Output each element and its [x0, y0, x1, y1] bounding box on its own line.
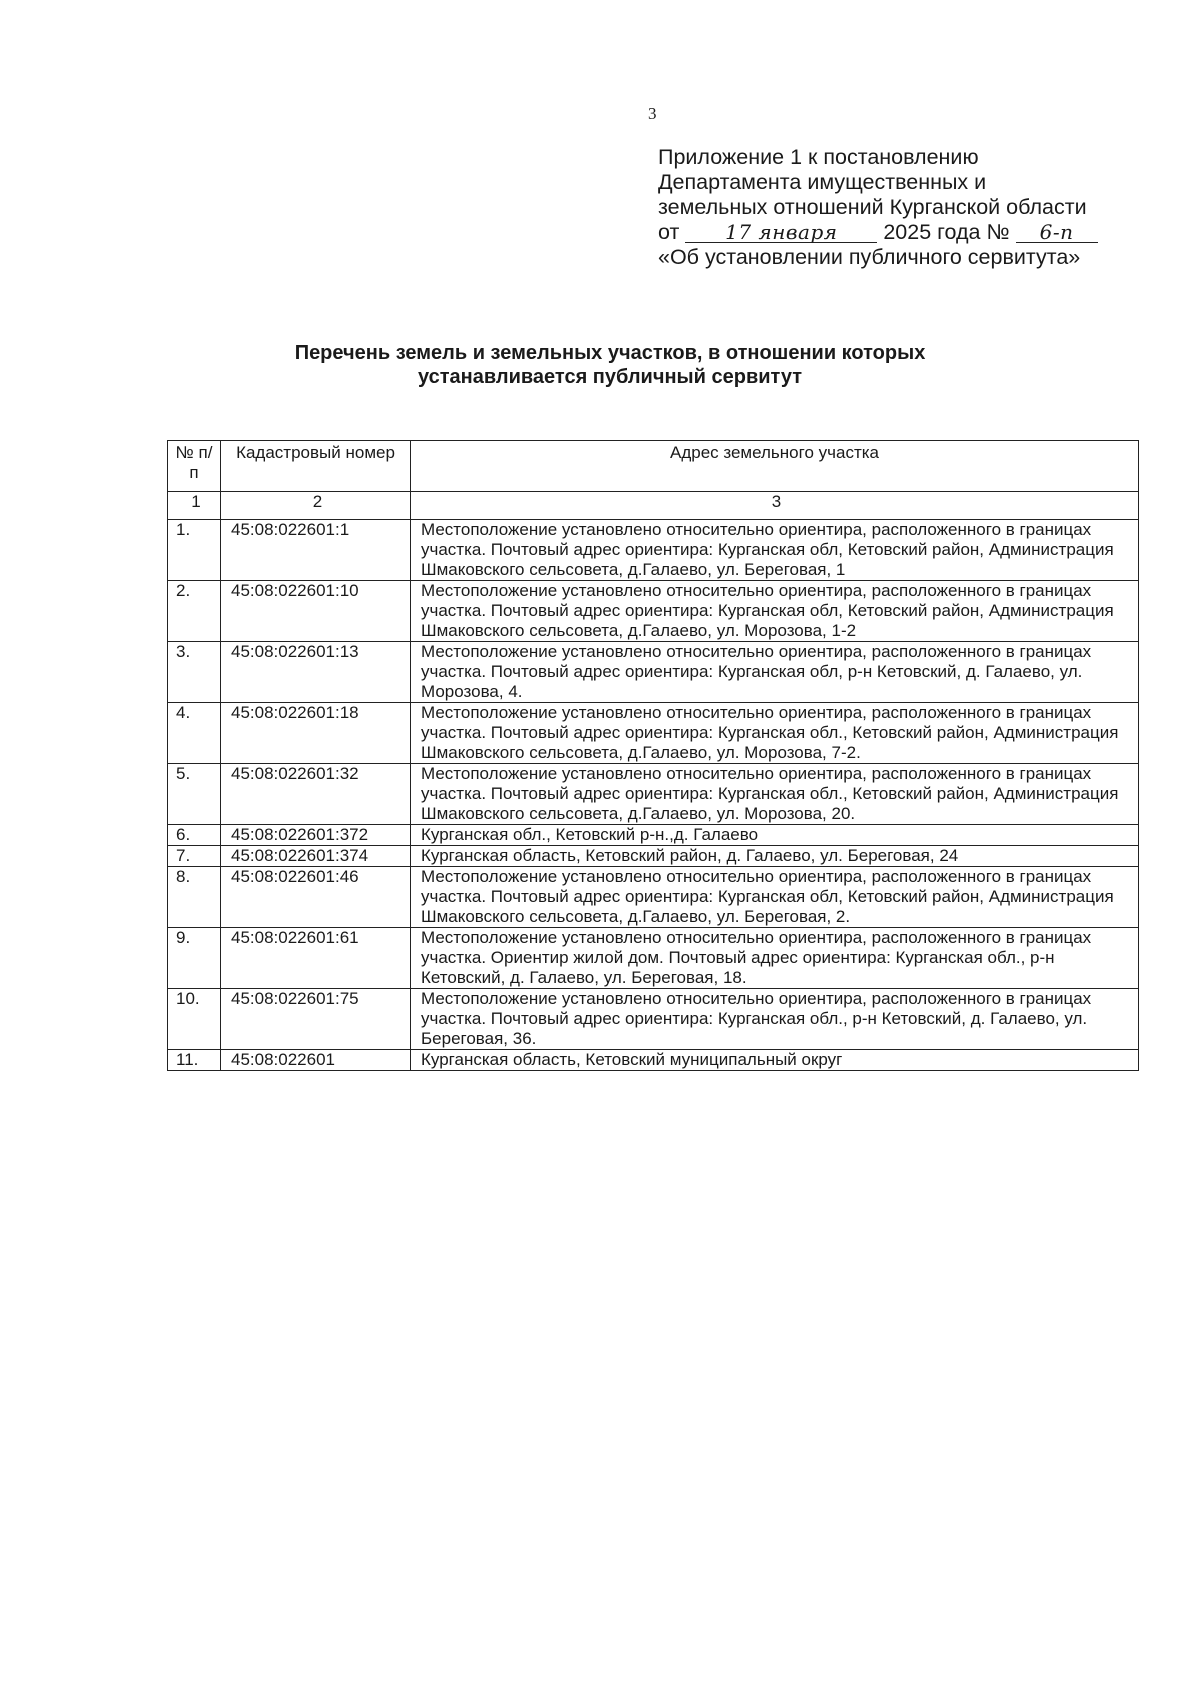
- table-row: [168, 867, 1139, 928]
- plot-address: Местоположение установлено относительно ориентира, расположенного в границах участка. Почтовый адрес ориентира: Курганская обл., р-н Кетовский, д. Галаево, ул. Береговая, 36.: [411, 989, 1139, 1050]
- index-1: 1: [168, 492, 221, 520]
- table-row: [168, 846, 1139, 867]
- handwritten-date: 17 января: [685, 223, 877, 243]
- header-number: № п/п: [168, 441, 221, 492]
- appendix-line-1: Приложение 1 к постановлению: [658, 145, 979, 169]
- table-body: [168, 520, 1139, 1071]
- cadastral-number: 45:08:022601:18: [221, 703, 411, 764]
- index-2: 2: [221, 492, 411, 520]
- year-text: 2025 года №: [883, 220, 1010, 244]
- plot-address: Местоположение установлено относительно ориентира, расположенного в границах участка. Ориентир жилой дом. Почтовый адрес ориентира: Курганская обл., р-н Кетовский, д. Галаево, ул. Береговая, 18.: [411, 928, 1139, 989]
- cadastral-number: 45:08:022601:75: [221, 989, 411, 1050]
- row-number: 10.: [168, 989, 221, 1050]
- header-address: Адрес земельного участка: [411, 441, 1139, 492]
- plot-address: Курганская область, Кетовский муниципальный округ: [411, 1050, 1139, 1071]
- cadastral-number: 45:08:022601:1: [221, 520, 411, 581]
- row-number: 2.: [168, 581, 221, 642]
- table-row: [168, 581, 1139, 642]
- page-number: 3: [648, 104, 657, 123]
- plot-address: Местоположение установлено относительно ориентира, расположенного в границах участка. Почтовый адрес ориентира: Курганская обл, р-н Кетовский, д. Галаево, ул. Морозова, 4.: [411, 642, 1139, 703]
- row-number: 7.: [168, 846, 221, 867]
- table-row: [168, 825, 1139, 846]
- table-row: [168, 703, 1139, 764]
- date-prefix: от: [658, 220, 680, 244]
- cadastral-number: 45:08:022601: [221, 1050, 411, 1071]
- row-number: 6.: [168, 825, 221, 846]
- plot-address: Местоположение установлено относительно ориентира, расположенного в границах участка. Почтовый адрес ориентира: Курганская обл, Кетовский район, Администрация Шмаковского сельсовета, д.Галаево, ул. Береговая, 1: [411, 520, 1139, 581]
- land-plots-table: [167, 440, 1139, 1071]
- plot-address: Курганская обл., Кетовский р-н.,д. Галаево: [411, 825, 1139, 846]
- cadastral-number: 45:08:022601:61: [221, 928, 411, 989]
- cadastral-number: 45:08:022601:46: [221, 867, 411, 928]
- document-title: [170, 341, 1050, 389]
- appendix-line-3: земельных отношений Курганской области: [658, 195, 1087, 219]
- table-row: [168, 989, 1139, 1050]
- cadastral-number: 45:08:022601:32: [221, 764, 411, 825]
- table-row: [168, 642, 1139, 703]
- plot-address: Местоположение установлено относительно ориентира, расположенного в границах участка. Почтовый адрес ориентира: Курганская обл., Кетовский район, Администрация Шмаковского сельсовета, д.Галаево, ул. Морозова, 7-2.: [411, 703, 1139, 764]
- appendix-date-line: [658, 220, 1178, 245]
- title-line-1: Перечень земель и земельных участков, в отношении которых: [294, 342, 926, 364]
- row-number: 5.: [168, 764, 221, 825]
- plot-address: Курганская область, Кетовский район, д. Галаево, ул. Береговая, 24: [411, 846, 1139, 867]
- appendix-line-2: Департамента имущественных и: [658, 170, 987, 194]
- cadastral-number: 45:08:022601:10: [221, 581, 411, 642]
- row-number: 3.: [168, 642, 221, 703]
- cadastral-number: 45:08:022601:13: [221, 642, 411, 703]
- index-3: 3: [411, 492, 1139, 520]
- cadastral-number: 45:08:022601:374: [221, 846, 411, 867]
- cadastral-number: 45:08:022601:372: [221, 825, 411, 846]
- plot-address: Местоположение установлено относительно ориентира, расположенного в границах участка. Почтовый адрес ориентира: Курганская обл., Кетовский район, Администрация Шмаковского сельсовета, д.Галаево, ул. Морозова, 20.: [411, 764, 1139, 825]
- row-number: 9.: [168, 928, 221, 989]
- table-row: [168, 1050, 1139, 1071]
- title-line-2: устанавливается публичный сервитут: [418, 366, 802, 388]
- plot-address: Местоположение установлено относительно ориентира, расположенного в границах участка. Почтовый адрес ориентира: Курганская обл, Кетовский район, Администрация Шмаковского сельсовета, д.Галаево, ул. Морозова, 1-2: [411, 581, 1139, 642]
- plot-address: Местоположение установлено относительно ориентира, расположенного в границах участка. Почтовый адрес ориентира: Курганская обл, Кетовский район, Администрация Шмаковского сельсовета, д.Галаево, ул. Береговая, 2.: [411, 867, 1139, 928]
- table-row: [168, 928, 1139, 989]
- table-row: [168, 520, 1139, 581]
- appendix-header: [658, 145, 1178, 270]
- table-header-row: [168, 441, 1139, 492]
- table-index-row: [168, 492, 1139, 520]
- table-row: [168, 764, 1139, 825]
- header-cadastral: Кадастровый номер: [221, 441, 411, 492]
- row-number: 11.: [168, 1050, 221, 1071]
- row-number: 4.: [168, 703, 221, 764]
- row-number: 1.: [168, 520, 221, 581]
- handwritten-number: 6-п: [1016, 223, 1098, 243]
- appendix-line-5: «Об установлении публичного сервитута»: [658, 245, 1081, 269]
- row-number: 8.: [168, 867, 221, 928]
